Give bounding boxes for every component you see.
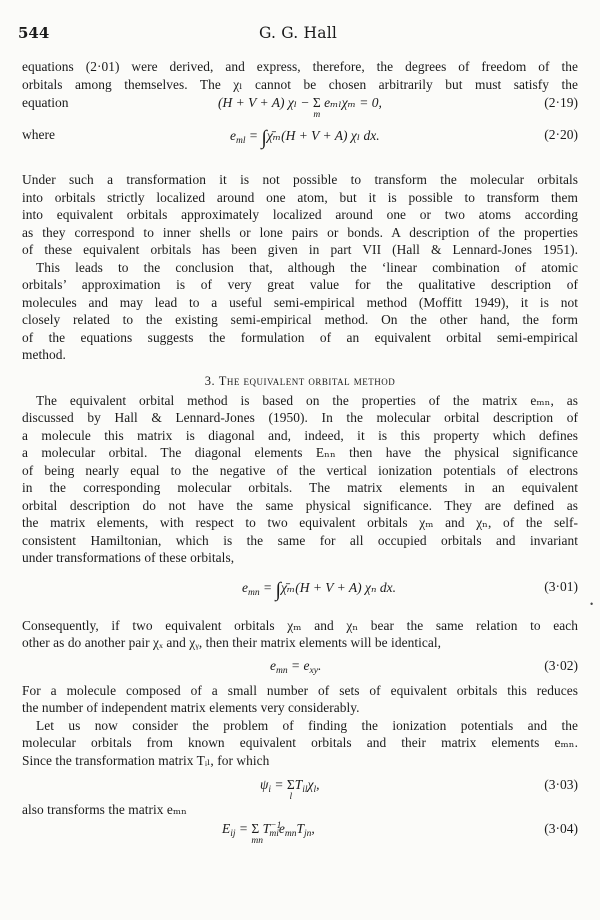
text-line: into orbitals strictly localized around one atom, but it is possible to transform them <box>22 189 578 205</box>
equation-part: E <box>222 820 231 836</box>
running-head: G. G. Hall <box>258 24 338 42</box>
text-line: molecular orbitals from known equivalent orbitals and their matrix elements eₘₙ. <box>22 735 578 750</box>
equation-part: T <box>296 820 304 836</box>
equation-part: (H + V + A) χₗ − <box>218 95 313 110</box>
equation-part: χ̄ₘ(H + V + A) χₗ dx. <box>266 128 380 143</box>
equation-part: e <box>270 657 276 673</box>
integral-symbol: ∫ <box>275 578 281 601</box>
text-line: Under such a transformation it is not possible to transform the molecular orbitals <box>22 172 578 187</box>
text-line: in the corresponding molecular orbitals. The matrix elements in an equivalent <box>22 480 578 495</box>
text-line: other as do another pair χₓ and χᵧ, then their matrix elements will be identical, <box>22 635 442 650</box>
text-line: a molecular orbital. The diagonal elements Eₙₙ then have the physical significance <box>22 445 578 460</box>
equation-part: χ <box>307 777 314 792</box>
equation-part: T <box>262 820 271 836</box>
equation-3-04 <box>22 819 578 845</box>
integral-symbol: ∫ <box>261 127 267 149</box>
text-line: orbitals among themselves. The χₗ cannot be chosen arbitrarily but must satisfy the <box>22 76 578 92</box>
text-line: orbital description do not have the same physical significance. They are defined as <box>22 497 578 513</box>
section-title: The equivalent orbital method <box>218 373 396 388</box>
equation-part: ψ <box>260 777 269 792</box>
equation-subscript: l <box>313 785 317 795</box>
text-line: a molecule this matrix is diagonal and, indeed, it is this property which defines <box>22 427 578 443</box>
text-line: The equivalent orbital method is based on the properties of the matrix eₘₙ, as <box>36 392 578 408</box>
equation-subscript: jn <box>303 828 312 839</box>
equation-subscript: xy <box>309 665 318 676</box>
text-line: of the equations suggests the formulation of an equivalent orbital semi-empirical <box>22 329 578 345</box>
equation-subscript: mn <box>276 665 288 676</box>
equation-part: eₘₗχₘ = 0, <box>320 95 382 110</box>
sum-index: l <box>289 792 293 802</box>
equation-expression: $E_{ij} = \Sigma$ mn $T^{-1}_{mi}e_{mn}T_{jn}$, <box>222 820 315 846</box>
equation-subscript: ij <box>230 828 236 839</box>
text-line: the number of independent matrix elements very considerably. <box>22 700 360 715</box>
equation-expression: $e_{ml}$ = ∫χ̄ₘ(H + V + A) χₗ dx. <box>230 127 380 149</box>
section-heading <box>22 370 578 392</box>
equation-lead-text: equation <box>22 95 69 110</box>
equation-superscript: −1 <box>270 820 282 831</box>
text-line: Let us now consider the problem of finding the ionization potentials and the <box>36 717 578 733</box>
text-line: into equivalent orbitals approximately localized around one or two atoms according <box>22 207 578 222</box>
text-line: under transformations of these orbitals, <box>22 550 235 565</box>
equation-part: e <box>230 128 236 143</box>
sum-symbol: Σ mn <box>251 820 264 846</box>
equation-number: (2·20) <box>544 127 578 142</box>
equation-subscript: mn <box>284 828 297 839</box>
equation-part: e <box>242 579 248 595</box>
equation-3-02 <box>22 656 578 682</box>
text-line: method. <box>22 347 66 362</box>
equation-subscript: i <box>268 785 272 795</box>
equation-expression <box>218 95 382 120</box>
page-number: 544 <box>18 24 50 42</box>
sum-symbol: Σ m <box>312 95 321 120</box>
sum-index: mn <box>251 835 264 846</box>
text-line: Since the transformation matrix Tᵢₗ, for which <box>22 752 270 768</box>
equation-number: (3·02) <box>544 657 578 673</box>
equation-number: (3·04) <box>544 820 578 836</box>
equation-part: T <box>294 777 303 792</box>
equation-part: χ̄ₘ(H + V + A) χₙ dx. <box>280 579 396 595</box>
equation-lead-text: where <box>22 127 55 142</box>
text-line: the matrix elements, with respect to two equivalent orbitals χₘ and χₙ, of the self- <box>22 515 578 530</box>
text-line: of these equivalent orbitals has been given in part VII (Hall & Lennard-Jones 1951). <box>22 242 578 257</box>
section-number: 3. <box>204 373 216 388</box>
equation-3-03 <box>22 775 578 801</box>
equation-expression: $e_{mn} = e_{xy}$. <box>270 657 322 676</box>
sum-symbol: Σ l <box>286 777 295 802</box>
equation-3-01 <box>22 577 578 603</box>
margin-dot: • <box>589 600 594 609</box>
page-body <box>22 58 578 845</box>
text-line: equations (2·01) were derived, and express, therefore, the degrees of freedom of the <box>22 59 578 74</box>
text-line: For a molecule composed of a small number of sets of equivalent orbitals this reduces <box>22 682 578 698</box>
equation-part: e <box>303 657 310 673</box>
text-line: molecules and may lead to a useful semi-empirical method (Moffitt 1949), it is not <box>22 294 578 310</box>
equation-expression: $\psi_i = \Sigma$ l $T_{il}\chi_l$, <box>260 777 320 802</box>
text-line: closely related to the existing semi-empirical method. On the other hand, the form <box>22 312 578 327</box>
text-line: as they correspond to inner shells or lone pairs or bonds. A description of the properties <box>22 224 578 240</box>
equation-2-20 <box>22 125 578 151</box>
text-line: also transforms the matrix eₘₙ <box>22 802 187 817</box>
equation-subscript: mn <box>248 587 260 598</box>
text-line: This leads to the conclusion that, although the ‘linear combination of atomic <box>36 259 578 275</box>
equation-expression: $e_{mn}$ = ∫χ̄ₘ(H + V + A) χₙ dx. <box>242 578 396 601</box>
text-line: of being nearly equal to the negative of the vertical ionization potentials of electrons <box>22 462 578 478</box>
equation-subscript: mi <box>269 828 279 839</box>
equation-2-19 <box>22 93 578 119</box>
equation-part: e <box>278 820 285 836</box>
page-header <box>18 24 578 46</box>
equation-number: (2·19) <box>544 95 578 110</box>
sum-index: m <box>313 110 321 120</box>
equation-subscript: ml <box>236 136 246 146</box>
equation-number: (3·03) <box>544 777 578 792</box>
text-line: consistent Hamiltonian, which is the same for all occupied orbitals and invariant <box>22 532 578 548</box>
text-line: discussed by Hall & Lennard-Jones (1950). In the molecular orbital description of <box>22 410 578 425</box>
text-line: orbitals’ approximation is of very great value for the qualitative description of <box>22 277 578 292</box>
equation-subscript: il <box>302 785 308 795</box>
text-line: Consequently, if two equivalent orbitals χₘ and χₙ bear the same relation to each <box>22 617 578 633</box>
equation-number: (3·01) <box>544 578 578 594</box>
